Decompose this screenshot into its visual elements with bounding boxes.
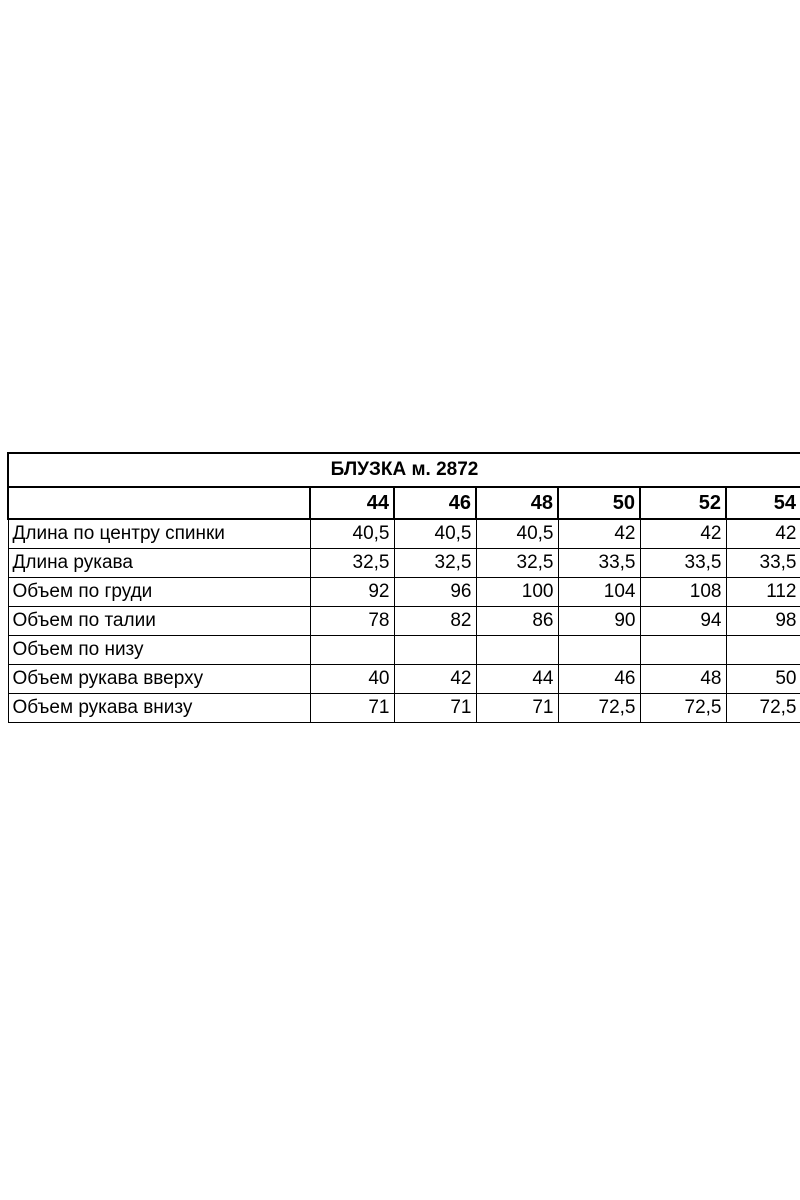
measurement-value: 98 [726, 607, 800, 636]
measurement-value: 44 [476, 665, 558, 694]
measurement-value: 33,5 [558, 549, 640, 578]
measurement-value: 71 [476, 694, 558, 723]
measurement-value: 40,5 [476, 519, 558, 549]
measurement-value: 92 [310, 578, 394, 607]
measurement-row [8, 549, 800, 578]
measurement-value: 82 [394, 607, 476, 636]
measurement-value [640, 636, 726, 665]
measurement-value: 50 [726, 665, 800, 694]
measurement-label: Длина по центру спинки [8, 519, 310, 549]
measurement-value: 40 [310, 665, 394, 694]
corner-cell [8, 487, 310, 519]
measurement-value [558, 636, 640, 665]
measurement-value: 72,5 [640, 694, 726, 723]
measurement-value: 78 [310, 607, 394, 636]
measurement-value: 42 [726, 519, 800, 549]
measurement-label: Объем по низу [8, 636, 310, 665]
measurement-value: 40,5 [310, 519, 394, 549]
measurement-value [394, 636, 476, 665]
measurement-row [8, 665, 800, 694]
measurement-value: 104 [558, 578, 640, 607]
measurement-value: 46 [558, 665, 640, 694]
measurement-value: 96 [394, 578, 476, 607]
table-title: БЛУЗКА м. 2872 [8, 453, 800, 487]
measurement-value: 108 [640, 578, 726, 607]
measurement-label: Объем по груди [8, 578, 310, 607]
size-header: 52 [640, 487, 726, 519]
measurement-label: Объем по талии [8, 607, 310, 636]
measurement-value: 90 [558, 607, 640, 636]
size-header: 54 [726, 487, 800, 519]
size-header-row [8, 487, 800, 519]
measurement-row [8, 519, 800, 549]
measurement-row [8, 607, 800, 636]
measurement-value: 32,5 [394, 549, 476, 578]
measurement-value: 72,5 [726, 694, 800, 723]
measurement-value: 33,5 [640, 549, 726, 578]
measurement-label: Объем рукава вверху [8, 665, 310, 694]
measurement-label: Длина рукава [8, 549, 310, 578]
measurement-value: 72,5 [558, 694, 640, 723]
measurement-value: 71 [394, 694, 476, 723]
size-header: 48 [476, 487, 558, 519]
size-header: 44 [310, 487, 394, 519]
measurement-value: 86 [476, 607, 558, 636]
measurement-value: 42 [558, 519, 640, 549]
measurement-value: 71 [310, 694, 394, 723]
size-header: 50 [558, 487, 640, 519]
measurement-value: 42 [394, 665, 476, 694]
measurement-value: 42 [640, 519, 726, 549]
title-row [8, 453, 800, 487]
measurement-value [726, 636, 800, 665]
measurement-row [8, 694, 800, 723]
measurement-value: 48 [640, 665, 726, 694]
measurement-value: 32,5 [310, 549, 394, 578]
measurement-label: Объем рукава внизу [8, 694, 310, 723]
measurement-row [8, 578, 800, 607]
measurement-value: 33,5 [726, 549, 800, 578]
measurement-value: 94 [640, 607, 726, 636]
measurement-value: 112 [726, 578, 800, 607]
size-chart-sheet [7, 452, 800, 723]
size-chart-table [7, 452, 800, 723]
measurement-value: 32,5 [476, 549, 558, 578]
measurement-value [310, 636, 394, 665]
measurement-value [476, 636, 558, 665]
measurement-value: 100 [476, 578, 558, 607]
measurement-value: 40,5 [394, 519, 476, 549]
size-header: 46 [394, 487, 476, 519]
measurement-row [8, 636, 800, 665]
